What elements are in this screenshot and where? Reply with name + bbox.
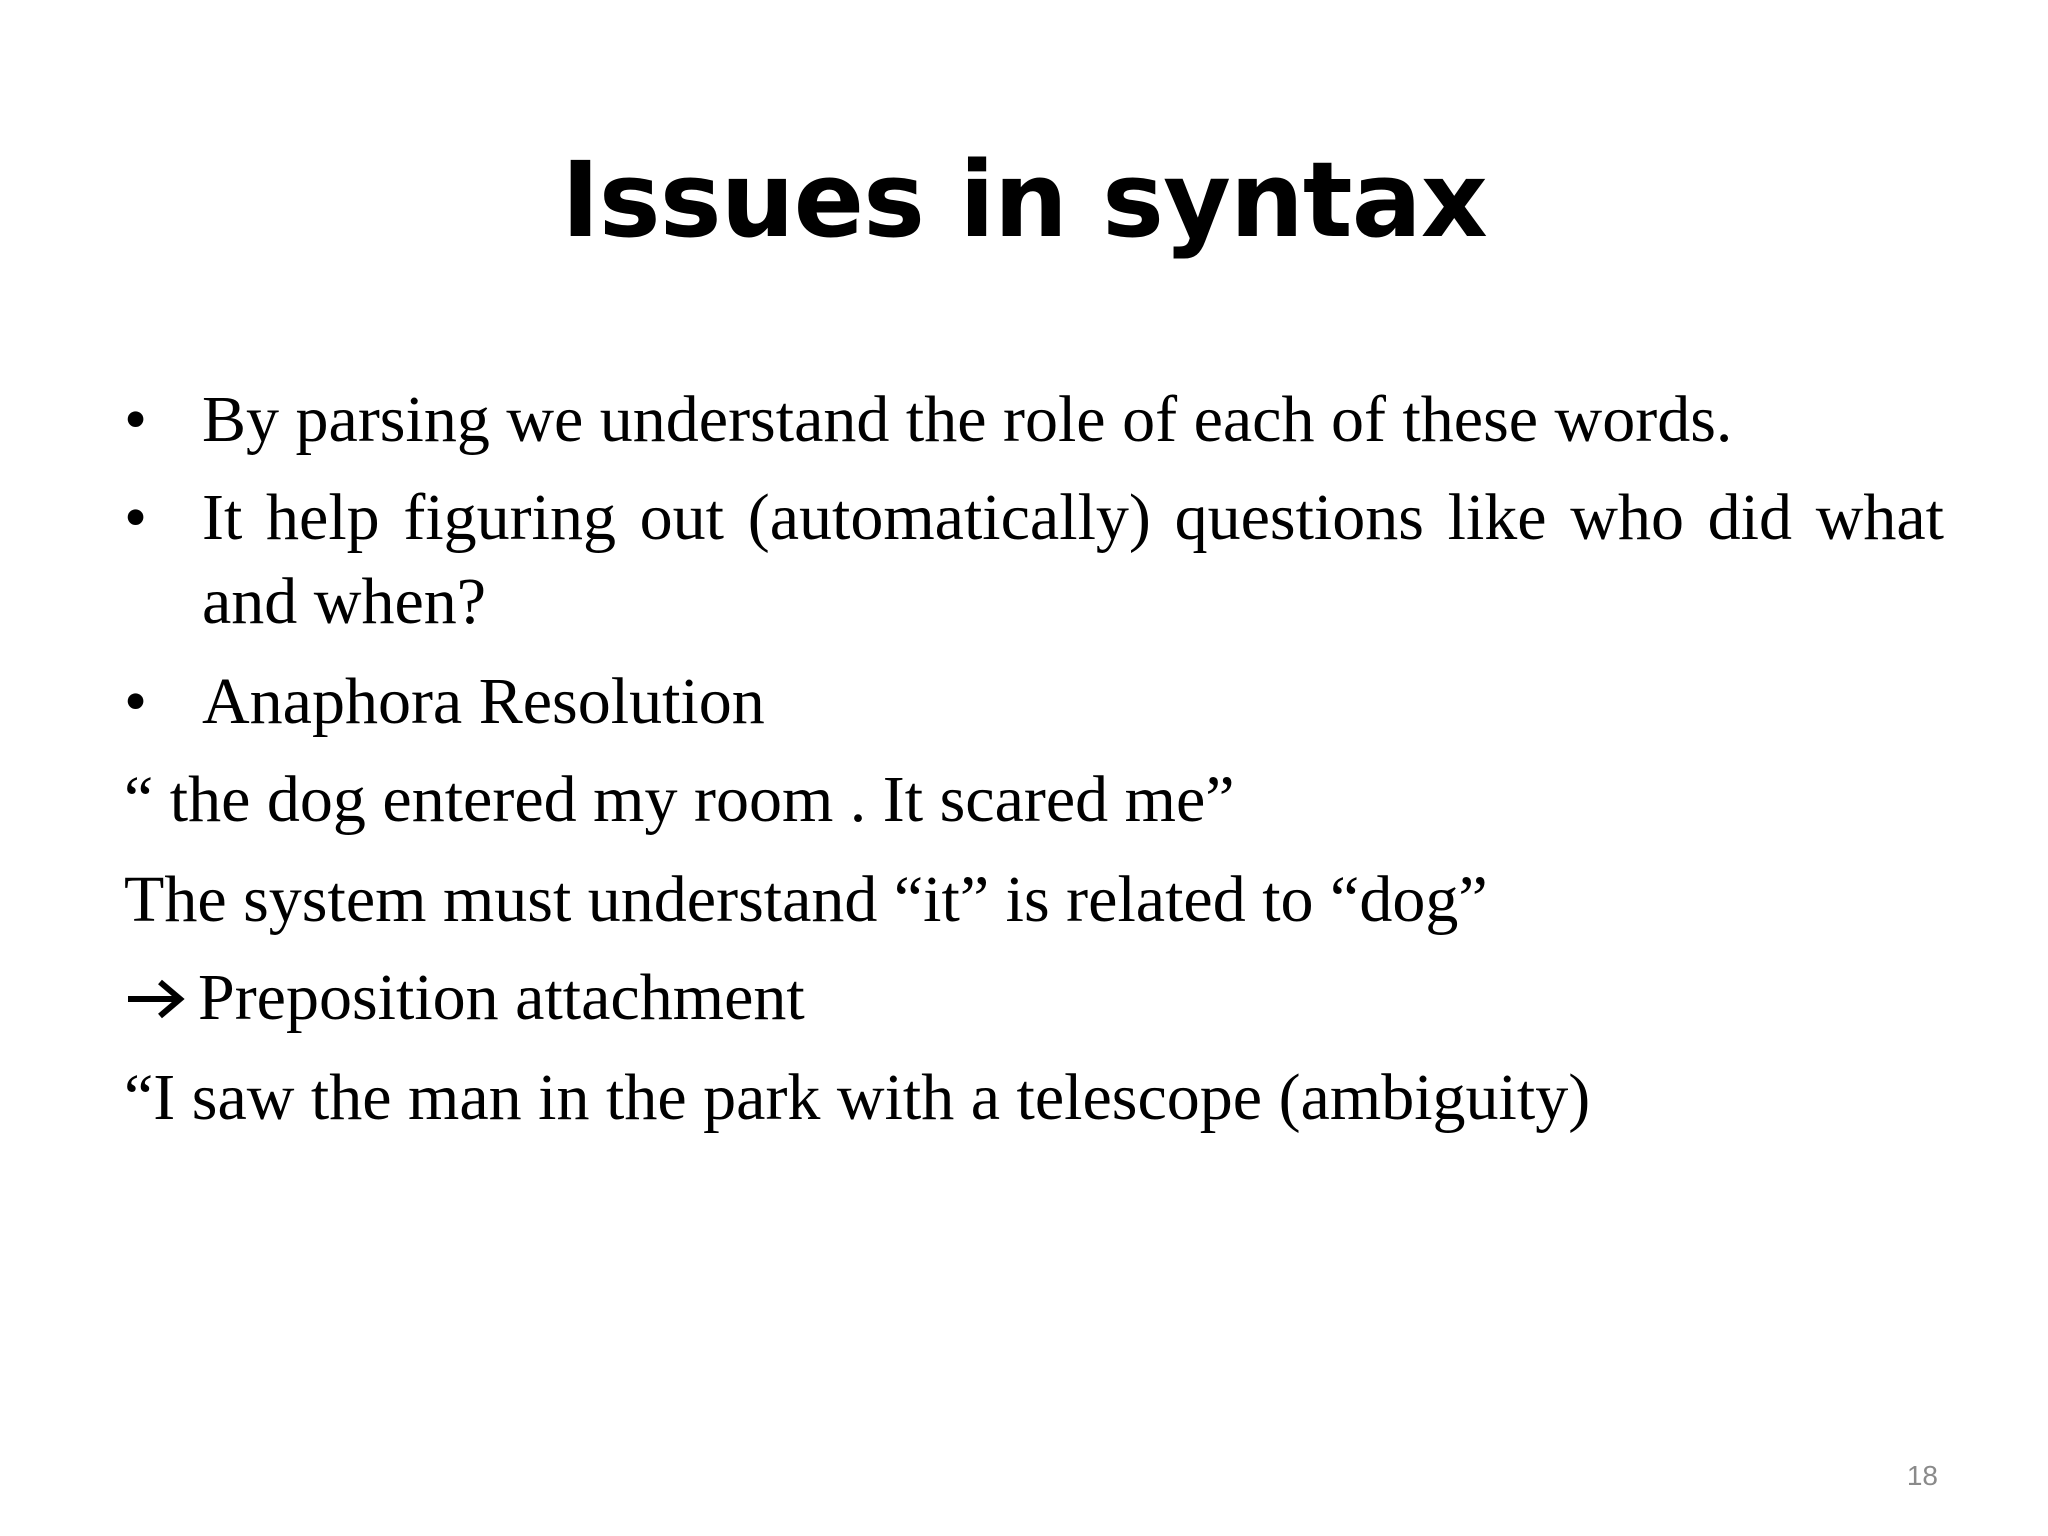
bullet-text: By parsing we understand the role of each of these words. — [202, 383, 1733, 456]
preposition-text: Preposition attachment — [198, 961, 805, 1034]
bullet-marker: • — [124, 481, 148, 554]
page-number: 18 — [1906, 1460, 1938, 1491]
bullet-marker: • — [124, 383, 148, 456]
system-note: The system must understand “it” is related to “dog” — [124, 863, 1488, 936]
preposition-line — [124, 956, 1944, 1040]
bullet-marker: • — [124, 665, 148, 738]
slide-title: Issues in syntax — [561, 139, 1487, 261]
bullet-text: It help figuring out (automatically) questions like who did what and when? — [202, 481, 1944, 638]
telescope-example: “I saw the man in the park with a telescope (ambiguity) — [124, 1061, 1591, 1134]
bullet-text: Anaphora Resolution — [202, 665, 765, 738]
example-quote: “ the dog entered my room . It scared me” — [124, 763, 1235, 836]
right-arrow-icon — [124, 956, 198, 1020]
